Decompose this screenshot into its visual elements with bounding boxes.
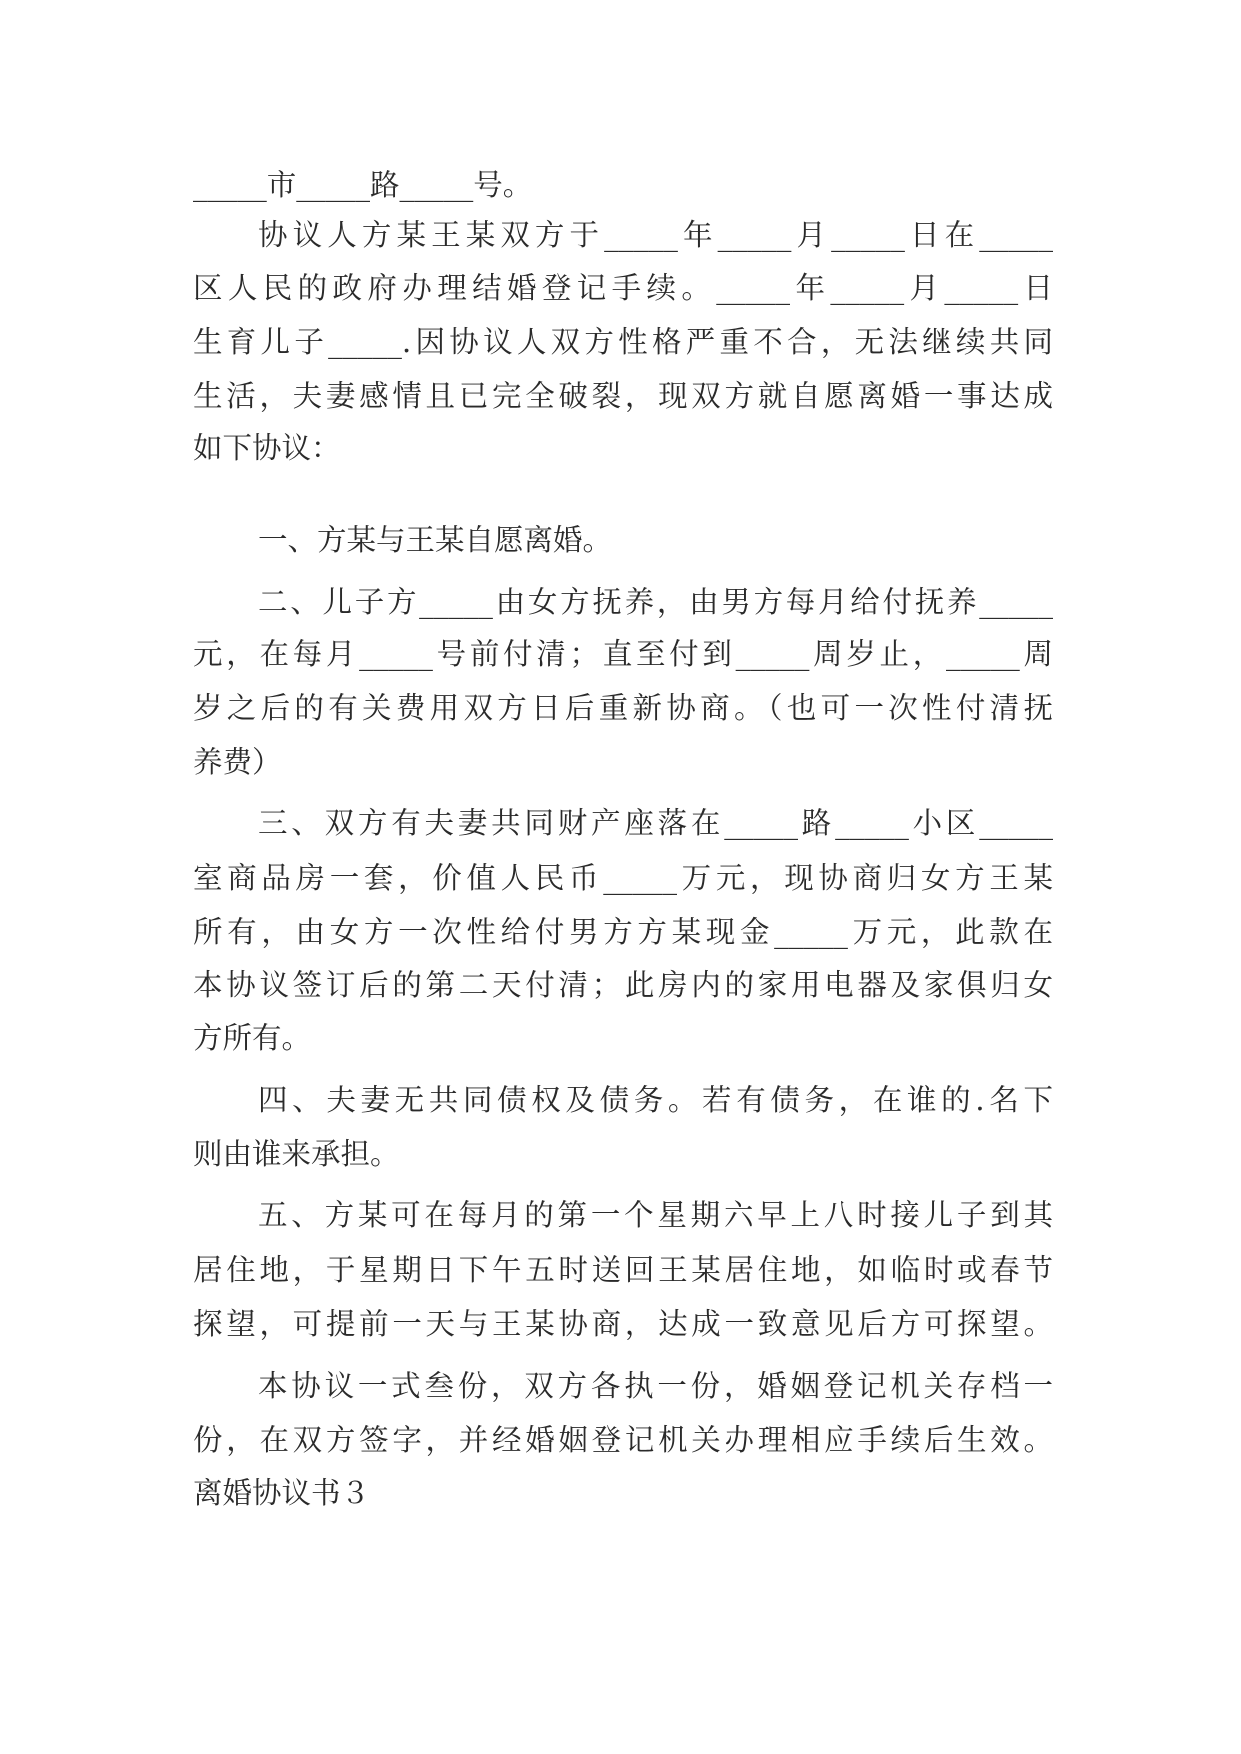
text-line: 协议人方某王某双方于_____年_____月_____日在_____	[258, 218, 1053, 252]
text-line: 区人民的政府办理结婚登记手续。_____年_____月_____日	[193, 271, 1053, 305]
text-line: 二、儿子方_____由女方抚养，由男方每月给付抚养_____	[258, 585, 1053, 619]
text-line: 养费）	[193, 745, 282, 779]
text-line: _____市_____路_____号。	[193, 168, 533, 202]
text-line: 生育儿子_____.因协议人双方性格严重不合，无法继续共同	[193, 325, 1053, 359]
text-line: 一、方某与王某自愿离婚。	[258, 523, 613, 557]
text-line: 本协议签订后的第二天付清；此房内的家用电器及家俱归女	[193, 968, 1053, 1002]
text-line: 岁之后的有关费用双方日后重新协商。（也可一次性付清抚	[193, 691, 1053, 725]
text-line: 方所有。	[193, 1021, 312, 1055]
text-line: 生活，夫妻感情且已完全破裂，现双方就自愿离婚一事达成	[193, 379, 1053, 413]
text-line: 如下协议：	[193, 431, 341, 465]
text-line: 则由谁来承担。	[193, 1137, 400, 1171]
section-heading: 离婚协议书３	[193, 1476, 371, 1510]
text-line: 探望，可提前一天与王某协商，达成一致意见后方可探望。	[193, 1307, 1053, 1341]
text-line: 份，在双方签字，并经婚姻登记机关办理相应手续后生效。	[193, 1423, 1053, 1457]
text-line: 本协议一式叁份，双方各执一份，婚姻登记机关存档一	[258, 1369, 1053, 1403]
text-line: 三、双方有夫妻共同财产座落在_____路_____小区_____	[258, 806, 1053, 840]
text-line: 所有，由女方一次性给付男方方某现金_____万元，此款在	[193, 915, 1053, 949]
text-line: 室商品房一套，价值人民币_____万元，现协商归女方王某	[193, 861, 1053, 895]
text-line: 四、夫妻无共同债权及债务。若有债务，在谁的.名下	[258, 1083, 1053, 1117]
text-line: 五、方某可在每月的第一个星期六早上八时接儿子到其	[258, 1198, 1053, 1232]
text-line: 元，在每月_____号前付清；直至付到_____周岁止，_____周	[193, 637, 1053, 671]
text-line: 居住地，于星期日下午五时送回王某居住地，如临时或春节	[193, 1253, 1053, 1287]
